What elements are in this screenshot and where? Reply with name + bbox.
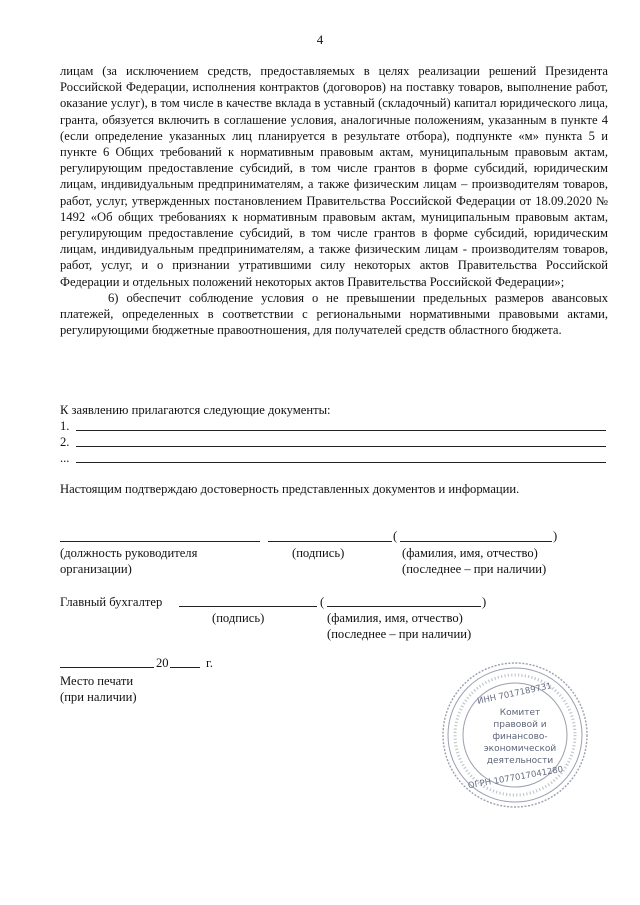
stamp-line-1: Комитет	[499, 708, 541, 718]
accountant-signature-label: (подпись)	[212, 611, 265, 625]
head-name-line	[400, 541, 552, 542]
attachments-heading: К заявлению прилагаются следующие документы:	[60, 403, 331, 417]
head-signature-line	[268, 541, 392, 542]
paragraph-item-6: 6) обеспечит соблюдение условия о не превышении предельных размеров авансовых платежей, определенных в соответствии с региональными нормативными правовыми актами, регулирующими бюджетные правоотношения, для получателей средств областного бюджета.	[60, 290, 608, 338]
accountant-name-label: (фамилия, имя, отчество)	[327, 611, 463, 625]
stamp-line-4: экономической	[483, 744, 557, 754]
attachment-item-2-number: 2.	[60, 435, 70, 449]
accountant-name-line	[327, 606, 481, 607]
date-year-suffix: г.	[206, 656, 213, 670]
stamp-line-3: финансово-	[492, 732, 548, 742]
seal-place-note: (при наличии)	[60, 690, 137, 704]
official-stamp	[440, 660, 590, 810]
head-name-label: (фамилия, имя, отчество)	[402, 546, 538, 560]
accountant-signature-line	[179, 606, 317, 607]
stamp-line-5: деятельности	[486, 756, 554, 766]
accountant-name-note: (последнее – при наличии)	[327, 627, 472, 641]
attachment-item-1-line	[76, 430, 606, 431]
position-label-cont: организации)	[60, 562, 132, 576]
date-day-month-line	[60, 667, 154, 668]
head-name-note: (последнее – при наличии)	[402, 562, 547, 576]
date-century: 20	[156, 656, 169, 670]
document-body	[60, 63, 608, 338]
position-line	[60, 541, 260, 542]
page-number: 4	[316, 32, 324, 47]
stamp-ogrn: ОГРН 1077017041280	[467, 764, 564, 792]
stamp-inn: ИНН 7017189731	[476, 681, 553, 707]
seal-place-label: Место печати	[60, 674, 134, 688]
accountant-title: Главный бухгалтер	[60, 595, 163, 609]
attachment-item-1-number: 1.	[60, 419, 70, 433]
attachment-item-more-line	[76, 462, 606, 463]
confirmation-text: Настоящим подтверждаю достоверность представленных документов и информации.	[60, 482, 520, 496]
head-name-open-paren: (	[393, 529, 398, 543]
paragraph-continuation: лицам (за исключением средств, предоставляемых в целях реализации решений Президента Российской Федерации, исполнения контрактов (договоров) на поставку товаров, выполнение работ, оказание услуг), в том числе в качестве вклада в уставный (складочный) капитал юридического лица, гранта, обязуется включить в соглашение условия, аналогичные положениям, указанным в пункте 4 (если определение указанных лиц планируется в результате отбора), подпункте «м» пункта 5 и пункте 6 Общих требований к нормативным правовым актам, муниципальным правовым актам, регулирующим предоставление субсидий, в том числе грантов в форме субсидий, юридическим лицам, индивидуальным предпринимателям, а также физическим лицам – производителям товаров, работ, услуг, утвержденных постановлением Правительства Российской Федерации от 18.09.2020 № 1492 «Об общих требованиях к нормативным правовым актам, муниципальным правовым актам, регулирующим предоставление субсидий, в том числе грантов в форме субсидий, юридическим лицам, индивидуальным предпринимателям, а также физическим лицам - производителям товаров, работ, услуг, и о признании утратившими силу некоторых актов Правительства Российской Федерации и отдельных положений некоторых актов Правительства Российской Федерации»;	[60, 64, 608, 289]
attachment-item-2-line	[76, 446, 606, 447]
head-signature-label: (подпись)	[292, 546, 345, 560]
head-name-close-paren: )	[553, 529, 558, 543]
accountant-name-open-paren: (	[320, 595, 325, 609]
attachment-item-more: ...	[60, 451, 70, 465]
accountant-name-close-paren: )	[482, 595, 487, 609]
stamp-line-2: правовой и	[493, 720, 547, 730]
date-year-line	[170, 667, 200, 668]
position-label: (должность руководителя	[60, 546, 198, 560]
